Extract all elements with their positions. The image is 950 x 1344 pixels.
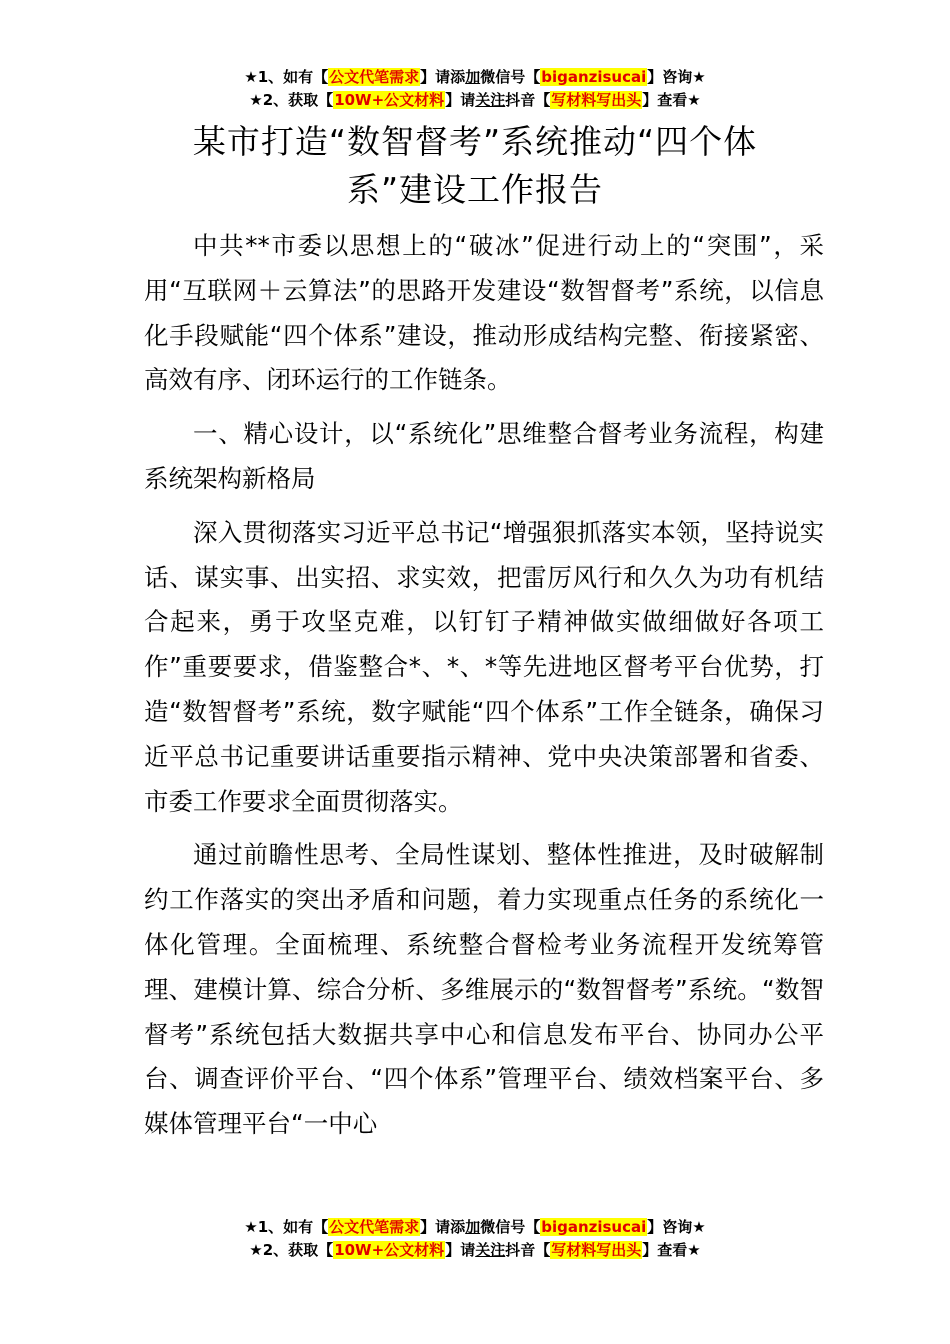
promo-line-2: ★2、获取【10W+公文材料】请关注抖音【写材料写出头】查看★: [249, 91, 701, 109]
promo-banner-top: [0, 66, 950, 112]
paragraph-3: 通过前瞻性思考、全局性谋划、整体性推进，及时破解制约工作落实的突出矛盾和问题，着力实现重点任务的系统化一体化管理。全面梳理、系统整合督检考业务流程开发统筹管理、建模计算、综合分析、多维展示的“数智督考”系统。“数智督考”系统包括大数据共享中心和信息发布平台、协同办公平台、调查评价平台、“四个体系”管理平台、绩效档案平台、多媒体管理平台“一中心: [144, 840, 824, 1139]
document-title: [140, 118, 810, 214]
highlight-text: 公文代笔需求: [329, 68, 420, 86]
highlight-text: biganzisucai: [541, 1218, 647, 1236]
paragraph-intro: 中共**市委以思想上的“破冰”促进行动上的“突围”，采用“互联网＋云算法”的思路开发建设“数智督考”系统，以信息化手段赋能“四个体系”建设，推动形成结构完整、衔接紧密、高效有序、闭环运行的工作链条。: [144, 231, 824, 395]
promo-line-2: ★2、获取【10W+公文材料】请关注抖音【写材料写出头】查看★: [249, 1241, 701, 1259]
document-body: [144, 224, 824, 1156]
section-heading-1: 一、精心设计，以“系统化”思维整合督考业务流程，构建系统架构新格局: [144, 419, 824, 493]
promo-line-1: ★1、如有【公文代笔需求】请添加微信号【biganzisucai】咨询★: [244, 1218, 706, 1236]
highlight-text: 10W+公文材料: [334, 91, 445, 109]
paragraph-2: 深入贯彻落实习近平总书记“增强狠抓落实本领，坚持说实话、谋实事、出实招、求实效，把雷厉风行和久久为功有机结合起来，勇于攻坚克难，以钉钉子精神做实做细做好各项工作”重要要求，借鉴整合*、*、*等先进地区督考平台优势，打造“数智督考”系统，数字赋能“四个体系”工作全链条，确保习近平总书记重要讲话重要指示精神、党中央决策部署和省委、市委工作要求全面贯彻落实。: [144, 517, 824, 816]
promo-line-1: ★1、如有【公文代笔需求】请添加微信号【biganzisucai】咨询★: [244, 68, 706, 86]
promo-banner-bottom: [0, 1216, 950, 1262]
highlight-text: biganzisucai: [541, 68, 647, 86]
highlight-text: 写材料写出头: [551, 1241, 642, 1259]
highlight-text: 公文代笔需求: [329, 1218, 420, 1236]
highlight-text: 写材料写出头: [551, 91, 642, 109]
title-line-2: 系”建设工作报告: [346, 170, 604, 209]
title-line-1: 某市打造“数智督考”系统推动“四个体: [192, 122, 758, 161]
highlight-text: 10W+公文材料: [334, 1241, 445, 1259]
